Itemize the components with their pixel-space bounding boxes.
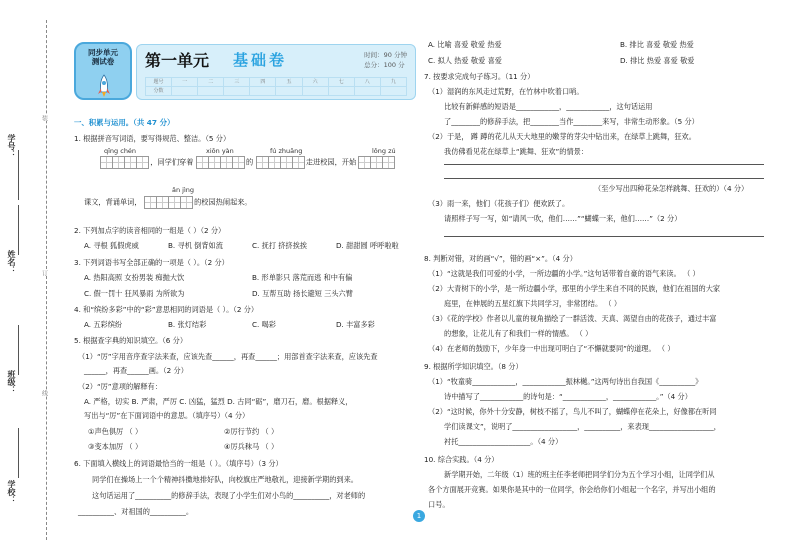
school-label: 学校： [7,480,16,504]
q4-option-c[interactable]: C. 喝彩 [252,320,276,329]
q6-option-b[interactable]: B. 排比 喜爱 敬爱 热爱 [620,40,694,49]
cut-line [46,20,47,540]
q1-line-1 [100,156,394,169]
q6-prompt: 6. 下面填入横线上的词语最恰当的一组是（ ）。（填序号）（3 分） [74,459,283,468]
score-col: 三 [224,78,250,87]
total-score: 总分：100 分 [364,60,405,69]
q1-text-4: 课文，背诵单词， [84,197,142,207]
score-col: 一 [172,78,198,87]
q4-prompt: 4. 和“缤纷多彩”中的“彩”意思相同的词语是（ ）。（2 分） [74,305,259,314]
exam-header [74,38,416,104]
score-cell[interactable] [224,87,250,96]
page-number: 1 [413,510,425,522]
score-col: 五 [276,78,302,87]
q5-part-2-defs: A. 严格，切实 B. 严肃，严厉 C. 凶猛，猛烈 D. 古同“砺”，磨刀石，磨。根据释义， [84,397,353,406]
q9-part-2-cont: 学们读课文”，说明了__________________，__________，来表现__________________， [444,422,721,431]
q1-text-3: 走进校园，开始 [305,157,357,167]
fold-mark-2: 订 [40,270,48,276]
q5-part-1: （1）“厉”字用音序查字法来查，应该先查______，再查______；用部首查字法来查，应该先查 [78,352,378,361]
score-cell[interactable] [354,87,380,96]
pinyin-5: ǎn jìng [172,186,195,194]
q5-part-2: （2）“厉”意项的解释有： [78,382,162,391]
q5-part-2-instr: 写出与“厉”在下面词语中的意思。（填序号）（4 分） [84,411,250,420]
q9-part-1: （1）“牧童骑____________，____________振林樾。”这两句诗出自我国《__________》 [428,377,703,386]
q6-passage: 同学们在操场上一个个精神抖擞地排好队，向校旗庄严地敬礼，迎接新学期的到来。 [92,475,358,484]
score-table [145,77,407,96]
section-1-title: 一、积累与运用。（共 47 分） [74,118,175,127]
score-cell[interactable] [250,87,276,96]
q3-prompt: 3. 下列词语书写全部正确的一项是（ ）。（2 分） [74,258,229,267]
q4-option-d[interactable]: D. 丰富多彩 [336,320,375,329]
q8-item-2[interactable]: （2）大青树下的小学，是一所边疆小学，那里的小学生来自不同的民族，他们在祖国的大家 [428,284,721,293]
q5-part-1-cont: ______，再查______画。（2 分） [84,366,188,375]
char-box[interactable] [292,156,305,169]
q8-item-4[interactable]: （4）在老师的鼓励下，少年身一中出现可明白了“不懈就要同”的道理。 （ ） [428,344,675,353]
char-box[interactable] [232,156,245,169]
q7-prompt: 7. 按要求完成句子练习。（11 分） [424,72,535,81]
answer-line[interactable] [444,236,764,237]
score-col: 八 [354,78,380,87]
q7-part-1: （1）湿润的东风走过荒野，在竹林中吹着口哨。 [428,87,584,96]
q5-item-2[interactable]: ②厉行节约 （ ） [224,427,279,436]
q1-text-1: ，同学们穿着 [150,157,194,167]
school-line [18,428,19,478]
rocket-icon [96,74,112,98]
q9-part-1-cont: 诗中描写了____________的诗句是：“____________，____________。”（4 分） [444,392,692,401]
score-col: 六 [302,78,328,87]
q7-part-2: （2）于是， 蹲 蹲的花儿从天大地里的嫩芽的芽尖中钻出来，在绿草上跳舞，狂欢。 [428,132,696,141]
q9-prompt: 9. 根据所学知识填空。（8 分） [424,362,523,371]
q10-text-3: 口号。 [428,500,450,509]
title-banner [136,44,416,100]
score-col: 四 [250,78,276,87]
pinyin-1: qīng chén [104,147,137,155]
q5-item-3[interactable]: ③变本加厉 （ ） [88,442,143,451]
q3-option-c[interactable]: C. 假一罚十 狂风暴雨 为所欲为 [84,289,185,298]
badge-line-2: 测试卷 [91,57,115,67]
score-col: 二 [198,78,224,87]
student-number-line [18,150,19,200]
q2-option-d[interactable]: D. 甜甜圆 呼呼啦啦 [336,241,399,250]
q2-option-c[interactable]: C. 抚打 挤挤挨挨 [252,241,307,250]
q10-text-2: 各个方面展开竞赛。如果你是其中的一位同学，你会给你们小组起一个名字，并写出小组的 [428,485,716,494]
q7-part-3: （3）雨一来，他们（花孩子们）便欢跃了。 [428,199,570,208]
score-col: 九 [380,78,406,87]
score-row-label: 分数 [146,87,172,96]
q8-item-1[interactable]: （1）“这就是我们可爱的小学，一所边疆的小学。”这句话带着自豪的语气来读。 （ ） [428,269,700,278]
q3-option-b[interactable]: B. 形单影只 落荒而逃 和中有偏 [252,273,353,282]
q5-item-1[interactable]: ①声色俱厉 （ ） [88,427,143,436]
q1-text-2: 的 [246,157,254,167]
q6-option-a[interactable]: A. 比喻 喜爱 敬爱 热爱 [428,40,502,49]
pinyin-4: lǒng zú [372,147,396,155]
q5-item-4[interactable]: ④厉兵秣马 （ ） [224,442,279,451]
q7-part-2-note: （至少写出四种花朵怎样跳舞、狂欢的）（4 分） [594,184,749,193]
unit-badge [74,42,132,100]
q6-option-d[interactable]: D. 排比 热爱 喜爱 敬爱 [620,56,695,65]
q2-option-a[interactable]: A. 寻根 狐假虎威 [84,241,139,250]
char-box[interactable] [180,196,193,209]
q8-item-3[interactable]: （3）《花的学校》作者以儿童的视角描绘了一群活泼、天真、渴望自由的花孩子，通过丰富 [428,314,717,323]
q3-option-d[interactable]: D. 互帮互助 扬长避短 三头六臂 [252,289,353,298]
name-label: 姓名： [7,250,16,274]
q4-option-a[interactable]: A. 五彩缤纷 [84,320,123,329]
q4-option-b[interactable]: B. 张灯结彩 [168,320,207,329]
score-cell[interactable] [328,87,354,96]
unit-title: 第一单元 [145,51,210,70]
q1-line-2 [84,196,252,209]
q6-blank-line-1: 这句话运用了__________的修辞手法，表现了小学生们对小鸟的__________，对老师的 [92,491,366,500]
exam-meta [364,51,407,71]
q6-blank-line-2: __________、对祖国的__________。 [78,507,194,516]
student-number-label: 学号： [7,134,16,158]
fold-mark-1: 装 [40,115,48,121]
q1-text-5: 的校园热闹起来。 [194,197,252,207]
q9-part-2-end: 衬托____________________。（4 分） [444,437,563,446]
binding-gutter [0,0,62,554]
q8-prompt: 8. 判断对错，对的画“√”，错的画“×”。（4 分） [424,254,577,263]
q7-part-1-cont: 了________的修辞手法，把________当作________来写，非常生动形象。（5 分） [444,117,699,126]
char-box[interactable] [136,156,149,169]
q2-prompt: 2. 下列加点字的读音相同的一组是（ ）（2 分） [74,226,226,235]
pinyin-3: fú zhuāng [270,147,303,155]
name-line [18,205,19,255]
fold-mark-3: 线 [40,390,48,396]
score-cell[interactable] [302,87,328,96]
q5-prompt: 5. 根据查字典的知识填空。（6 分） [74,336,188,345]
q1-prompt: 1. 根据拼音写词语，要写得规范、整洁。（5 分） [74,134,231,143]
score-cell[interactable] [276,87,302,96]
score-col: 七 [328,78,354,87]
time-limit: 时间：90 分钟 [364,51,407,59]
q7-part-3-instr: 请照样子写一写，如“请风一吹，他们……”“蝴蝶一来，他们……”（2 分） [444,214,682,223]
q2-option-b[interactable]: B. 寻机 倒背如流 [168,241,223,250]
q9-part-2: （2）“这时候，你外十分安静，树枝不摇了，鸟儿不叫了，蝴蝶停在花朵上，好像都在听同 [428,407,717,416]
paper-type: 基础卷 [233,51,288,69]
q8-item-3-cont: 的想象，让花儿有了和我们一样的情感。 （ ） [444,329,593,338]
score-table-header: 题号 [146,78,172,87]
char-box[interactable] [382,156,395,169]
q7-part-1-blank: 比较有新鲜感的短语是____________，____________，这句话运用 [444,102,653,111]
q10-prompt: 10. 综合实践。（4 分） [424,455,499,464]
class-label: 班级： [7,370,16,394]
class-line [18,325,19,375]
q3-option-a[interactable]: A. 热阳高照 女扮男装 痴抛大饮 [84,273,185,282]
score-cell[interactable] [380,87,406,96]
badge-line-1: 同步单元 [88,48,118,57]
q6-option-c[interactable]: C. 拟人 热爱 敬爱 喜爱 [428,56,502,65]
score-cell[interactable] [198,87,224,96]
q8-item-2-cont: 庭里，在伸展的五星红旗下共同学习，非常团结。 （ ） [444,299,622,308]
answer-line[interactable] [444,164,764,165]
q7-part-2-instr: 我仿佛看见花在绿草上“跳舞、狂欢”的情景： [444,147,589,156]
answer-line[interactable] [444,178,764,179]
score-cell[interactable] [172,87,198,96]
q10-text-1: 新学期开始，二年级（1）班的班主任李老师把同学们分为五个学习小组，让同学们从 [444,470,715,479]
pinyin-2: xiōn yàn [206,147,234,155]
